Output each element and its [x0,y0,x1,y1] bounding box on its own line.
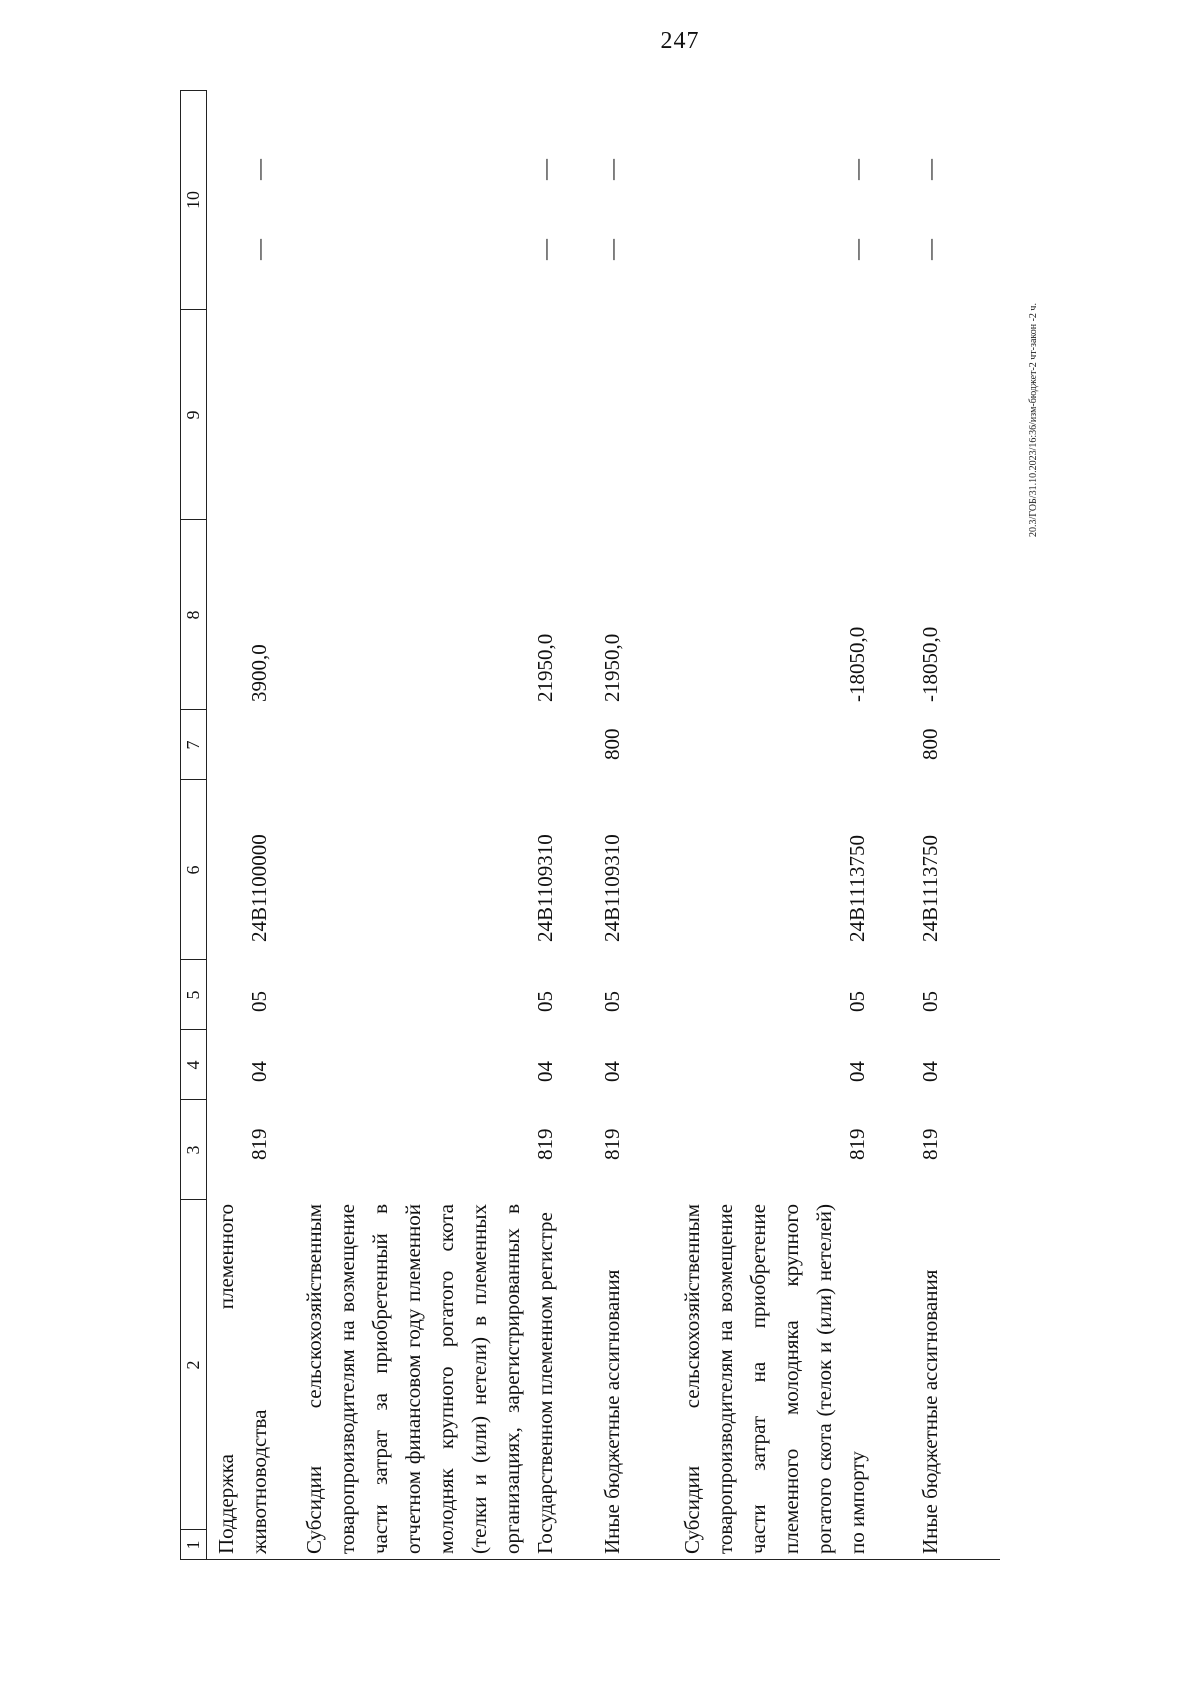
column-number: 2 [183,1360,203,1370]
cell-amount: -18050,0 [918,626,942,702]
cell-dash: — [918,159,942,180]
cell-amount: -18050,0 [845,626,869,702]
cell-ministry-code: 819 [600,1128,624,1160]
row-description: Иные бюджетные ассигнования [600,1269,624,1554]
cell-dash: — [533,239,557,260]
cell-subsection: 05 [533,991,557,1012]
cell-section: 04 [918,1061,942,1082]
column-number: 4 [183,1060,203,1070]
cell-target-article: 24В1113750 [918,835,942,942]
cell-expense-type: 800 [918,728,942,760]
cell-target-article: 24В1113750 [845,835,869,942]
row-description: Поддержка племенного животноводства [214,1204,271,1554]
cell-dash: — [600,239,624,260]
cell-dash: — [247,159,271,180]
column-number: 10 [183,191,203,209]
header-bottom-border [206,90,207,1560]
cell-section: 04 [247,1061,271,1082]
page-number: 247 [660,28,700,54]
cell-dash: — [845,239,869,260]
column-number: 9 [183,410,203,420]
cell-subsection: 05 [918,991,942,1012]
row-description: Иные бюджетные ассигнования [918,1269,942,1554]
cell-ministry-code: 819 [533,1128,557,1160]
cell-expense-type: 800 [600,728,624,760]
cell-subsection: 05 [845,991,869,1012]
cell-target-article: 24В1109310 [600,834,624,942]
cell-dash: — [600,159,624,180]
cell-amount: 21950,0 [533,633,557,702]
cell-subsection: 05 [600,991,624,1012]
cell-section: 04 [600,1061,624,1082]
column-number: 6 [183,865,203,875]
budget-table [180,90,1000,1560]
cell-amount: 3900,0 [247,644,271,702]
column-number: 5 [183,990,203,1000]
cell-target-article: 24В1100000 [247,834,271,942]
column-number: 7 [183,740,203,750]
row-description: Субсидии сельскохозяйственным товаропроизводителям на возмещение части затрат за приобретенный в отчетном финансовом году племенной молодняк крупного рогатого скота (телки и (или) нетели) в племенных организациях, зарегистрированных в Государственном племенном регистре [302,1204,557,1554]
cell-ministry-code: 819 [247,1128,271,1160]
cell-dash: — [247,239,271,260]
row-description: Субсидии сельскохозяйственным товаропроизводителям на возмещение части затрат на приобретение племенного молодняка крупного рогатого скота (телок и (или) нетелей) по импорту [680,1204,869,1554]
column-number: 1 [183,1540,203,1550]
cell-section: 04 [533,1061,557,1082]
column-number: 3 [183,1145,203,1155]
cell-target-article: 24В1109310 [533,834,557,942]
cell-ministry-code: 819 [845,1128,869,1160]
cell-section: 04 [845,1061,869,1082]
cell-dash: — [845,159,869,180]
cell-subsection: 05 [247,991,271,1012]
footer-code: 20.3/ГОБ/31.10.2023/16:36/изм-бюджет-2 чт-закон -2 ч. [1028,303,1039,537]
header-left-border [180,1559,1000,1560]
column-number: 8 [183,610,203,620]
cell-dash: — [918,239,942,260]
cell-ministry-code: 819 [918,1128,942,1160]
cell-dash: — [533,159,557,180]
cell-amount: 21950,0 [600,633,624,702]
